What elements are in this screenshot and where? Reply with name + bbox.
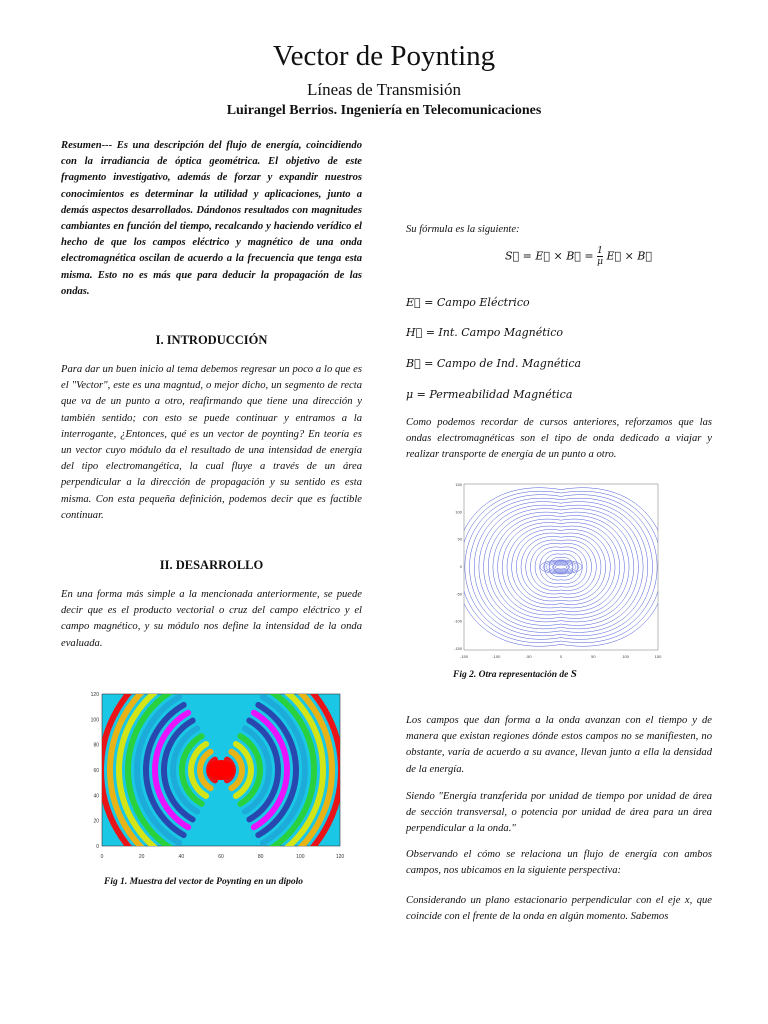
paper-subtitle: Líneas de Transmisión: [307, 80, 461, 99]
paragraph-recall: Como podemos recordar de cursos anteriores, reforzamos que las ondas electromagnéticas son el tipo de onda dedicado a viajar y realizar transporte de energía de un punto a otro.: [406, 417, 712, 461]
fig2-y-tick: 100: [455, 509, 462, 515]
fig2-y-tick: 50: [457, 536, 462, 542]
development-paragraph: En una forma más simple a la mencionada anteriormente, se puede decir que es el producto vectorial o cruz del campo eléctrico y el campo magnético, y su módulo nos define la intensidad de la onda evaluada.: [61, 589, 362, 649]
fig1-y-tick: 40: [93, 793, 99, 800]
fig2-x-tick: -150: [459, 654, 469, 659]
fig2-x-tick: 100: [622, 654, 630, 659]
definition-h: H⃗ = Int. Campo Magnético: [406, 326, 563, 339]
fig2-x-tick: 0: [559, 654, 563, 659]
poynting-formula: S⃗ = E⃗ × B⃗ = $\frac{1}{\mu}$ E⃗ × B⃗: [505, 246, 652, 267]
figure-1-caption: Fig 1. Muestra del vector de Poynting en un dipolo: [104, 877, 303, 887]
definition-b: B⃗ = Campo de Ind. Magnética: [406, 357, 582, 370]
fig1-y-tick: 120: [90, 692, 99, 698]
paper-authors: Luirangel Berrios. Ingeniería en Telecomunicaciones: [226, 103, 542, 118]
fig1-y-tick: 60: [93, 768, 99, 774]
fig2-x-tick: 150: [654, 654, 662, 659]
fig2-y-tick: 150: [455, 482, 462, 487]
fig1-y-tick: 20: [93, 818, 99, 825]
fig2-x-tick: 50: [591, 654, 596, 659]
fig1-x-tick: 40: [178, 854, 185, 860]
fig1-x-tick: 100: [296, 854, 305, 860]
paragraph-observing: Observando el cómo se relaciona un flujo de energía con ambos campos, nos ubicamos en la siguiente perspectiva:: [406, 849, 712, 877]
definition-e: E⃗ = Campo Eléctrico: [406, 296, 530, 309]
fig1-x-tick: 20: [138, 854, 145, 860]
paper-title: Vector de Poynting: [272, 40, 496, 72]
paragraph-considering: Considerando un plano estacionario perpendicular con el eje x, que coincide con el frente de la onda en algún momento. Sabemos: [406, 895, 712, 923]
fig1-x-tick: 0: [100, 854, 104, 860]
fig2-x-tick: -50: [525, 654, 532, 659]
fig1-x-tick: 120: [335, 854, 345, 860]
definition-mu: μ = Permeabilidad Magnética: [406, 388, 573, 401]
fig1-y-tick: 80: [93, 742, 99, 749]
fig2-x-tick: -100: [492, 654, 501, 659]
fig1-x-tick: 80: [257, 854, 264, 860]
figure-2-contour-plot: [448, 478, 678, 662]
fig1-y-tick: 0: [96, 844, 99, 850]
fig2-y-tick: -50: [456, 591, 462, 597]
fig2-y-tick: 0: [459, 564, 462, 569]
abstract: Resumen--- Es una descripción del flujo de energía, coincidiendo con la irradiancia de óptica geométrica. El objetivo de este fragmento investigativo, además de forzar y expandir nuestros conocimientos es determinar la utilidad y aplicaciones, junto a demás aspectos desarrollados. Dándonos resultados con magnitudes cambiantes en función del tiempo, recalcando y haciendo verídico el hecho de que los campos eléctrico y magnético de una onda electromagnética oscilan de acuerdo a la frecuencia que tenga esta misma. Esto no es más que para deducir la propagación de las ondas.: [61, 140, 362, 297]
figure-1-dipole-plot: [88, 690, 346, 862]
fig1-x-tick: 60: [218, 854, 224, 860]
formula-intro: Su fórmula es la siguiente:: [406, 224, 520, 235]
paragraph-siendo: Siendo "Energía tranzferida por unidad de tiempo por unidad de área de sección transversal, o potencia por unidad de área para un área perpendicular a la onda.": [406, 791, 712, 835]
fig2-y-tick: -150: [453, 646, 462, 651]
fig2-y-tick: -100: [453, 618, 462, 624]
fig1-y-tick: 100: [90, 717, 99, 724]
intro-paragraph: Para dar un buen inicio al tema debemos regresar un poco a lo que es el "Vector", este es una magntud, o mejor dicho, un segmento de recta que va de un punto a otro, reafirmando que tiene una dirección y también sentido; con esto se puede continuar y entramos a la interrogante, ¿Entonces, qué es un vector de poynting? En teoría es un vector cuyo módulo da el resultado de una intensidad de energía del tipo electromangética, la cual fluye a través de un área perpendicular a la dirección de propagación y su sentido es esta misma. Con esta pequeña definición, podemos decir que es factible continuar.: [61, 364, 362, 521]
figure-2-caption: Fig 2. Otra representación de S⃗: [453, 668, 586, 680]
paragraph-fields: Los campos que dan forma a la onda avanzan con el tiempo y de manera que existan regiones dónde estos campos no se manifiesten, no obstante, varía de acuerdo a su avance, llevan junto a ella la densidad de la energía.: [406, 715, 712, 775]
section-heading-development: II. DESARROLLO: [159, 558, 264, 572]
section-heading-intro: I. INTRODUCCIÓN: [155, 333, 268, 347]
